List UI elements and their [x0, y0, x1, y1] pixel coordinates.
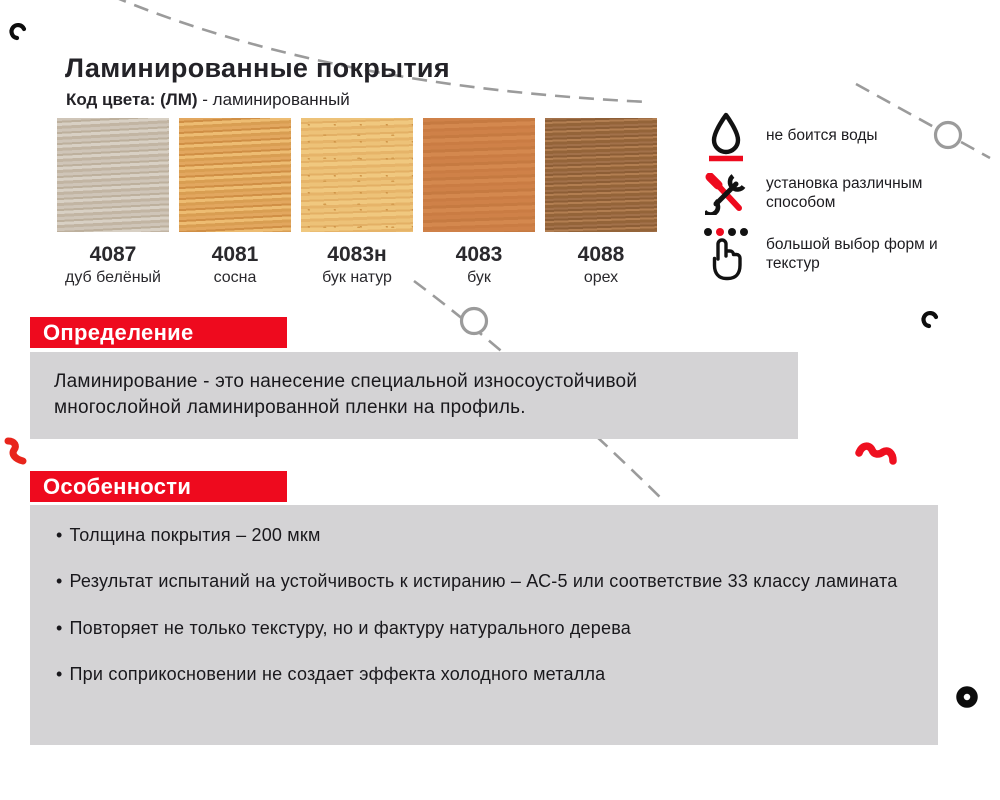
feature-text: Результат испытаний на устойчивость к истиранию – АС-5 или соответствие 33 классу ламината [69, 571, 898, 592]
definition-heading: Определение [30, 317, 287, 348]
wood-sample [545, 118, 657, 232]
swatch-row [57, 118, 657, 287]
swatch-code: 4083н [327, 243, 387, 266]
benefit-label: не боится воды [766, 126, 878, 144]
benefit-label: установка различным способом [766, 175, 923, 211]
swatch-item [179, 118, 291, 287]
feature-text: Толщина покрытия – 200 мкм [69, 525, 321, 545]
features-list [56, 519, 898, 691]
swatch-name: бук [467, 269, 491, 286]
swatch-name: бук натур [322, 269, 392, 286]
features-heading: Особенности [30, 471, 287, 502]
hand-pointer-icon [703, 226, 749, 284]
benefit-row [703, 173, 973, 215]
feature-item [56, 519, 898, 552]
feature-item [56, 612, 898, 645]
wood-sample [423, 118, 535, 232]
swatch-code: 4088 [577, 243, 625, 266]
subtitle-prefix: Код цвета: [66, 90, 161, 109]
bullet-dot: • [56, 571, 63, 592]
definition-panel [30, 352, 798, 439]
feature-item [56, 658, 898, 691]
bullet-dot: • [56, 525, 63, 545]
feature-text: Повторяет не только текстуру, но и фактуру натурального дерева [69, 617, 631, 638]
feature-item [56, 565, 898, 598]
benefit-label: большой выбор форм и текстур [766, 236, 938, 272]
swatch-code: 4083 [455, 243, 503, 266]
definition-text: Ламинирование - это нанесение специальной износоустойчивой многослойной ламинированной пленки на профиль. [54, 371, 638, 419]
subtitle-suffix: - ламинированный [197, 90, 350, 109]
swatch-name: дуб белёный [65, 269, 161, 286]
bullet-dot: • [56, 617, 63, 638]
wood-sample [57, 118, 169, 232]
color-code-subtitle [66, 90, 350, 110]
features-panel [30, 505, 938, 745]
page-title: Ламинированные покрытия [65, 53, 450, 83]
benefit-row [703, 226, 973, 284]
swatch-item [301, 118, 413, 287]
wood-sample [301, 118, 413, 232]
swatch-item [545, 118, 657, 287]
water-drop-icon [703, 110, 749, 162]
swatch-name: орех [583, 269, 619, 286]
feature-text: При соприкосновении не создает эффекта холодного металла [69, 663, 606, 684]
tools-icon [703, 173, 749, 215]
benefit-row [703, 110, 973, 162]
swatch-name: сосна [213, 269, 257, 286]
swatch-item [423, 118, 535, 287]
benefits-list [703, 110, 973, 284]
subtitle-code: (ЛМ) [160, 90, 198, 109]
swatch-item [57, 118, 169, 287]
swatch-code: 4087 [89, 243, 137, 266]
swatch-code: 4081 [211, 243, 259, 266]
wood-sample [179, 118, 291, 232]
bullet-dot: • [56, 663, 63, 684]
